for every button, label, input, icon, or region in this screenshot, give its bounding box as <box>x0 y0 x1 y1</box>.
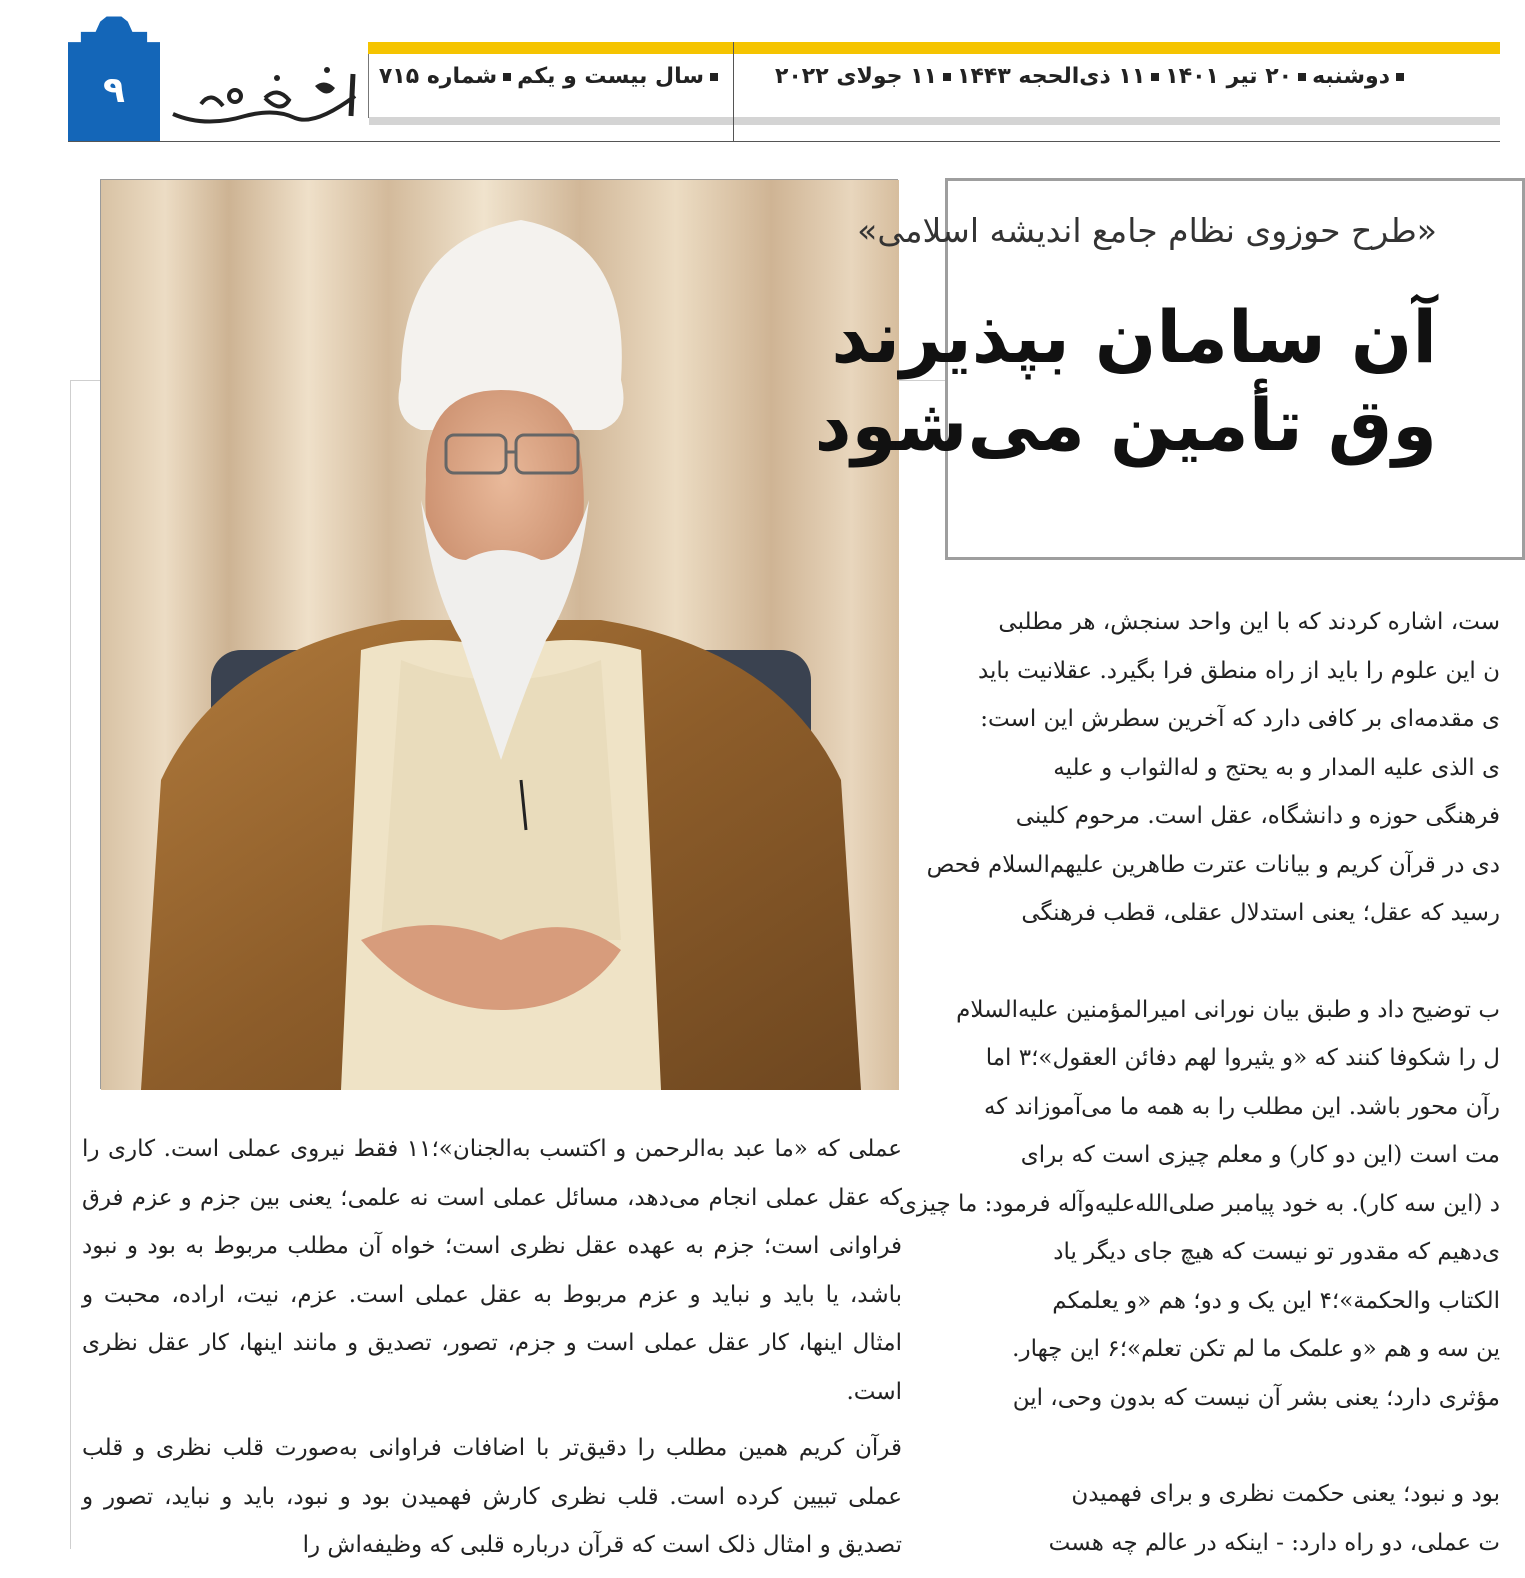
header-border <box>368 54 369 118</box>
issue-date: دوشنبه۲۰ تیر ۱۴۰۱۱۱ ذی‌الحجه ۱۴۴۳۱۱ جولای ۲۰۲۲ <box>740 64 1500 104</box>
article-column-left <box>82 1125 902 1578</box>
text-line: رآن محور باشد. این مطلب را به همه ما می‌آموزاند که <box>983 1093 1500 1120</box>
text-line: فرهنگی حوزه و دانشگاه، عقل است. مرحوم کلینی <box>1015 803 1500 829</box>
column-frame-left <box>70 380 71 1549</box>
text-line: الکتاب والحکمة»؛۴ این یک و دو؛ هم «و یعلمکم <box>1052 1287 1500 1314</box>
article-kicker: «طرح حوزوی نظام جامع اندیشه اسلامی» <box>857 211 1437 250</box>
header-strip-left <box>369 117 733 125</box>
text-line: ت عملی، دو راه دارد: - اینکه در عالم چه هست <box>1048 1529 1500 1556</box>
header-divider <box>733 42 734 142</box>
text-line: ب توضیح داد و طبق بیان نورانی امیرالمؤمنین علیه‌السلام <box>956 996 1500 1023</box>
text-line: د (این سه کار). به خود پیامبر صلی‌الله‌علیه‌وآله فرمود: ما چیزی <box>898 1190 1500 1217</box>
issue-number: سال بیست و یکمشماره ۷۱۵ <box>370 64 730 104</box>
headline-line: وق تأمین می‌شود <box>814 383 1437 467</box>
publication-logo <box>165 56 365 136</box>
paragraph: قرآن کریم همین مطلب را دقیق‌تر با اضافات فراوانی به‌صورت قلب نظری و قلب عملی تبیین کرده است. قلب نظری کارش فهمیدن بود و نبود، باید و نباید، تصور و تصدیق و امثال ذلک است که قرآن درباره قلبی که وظیفه‌اش را <box>82 1435 902 1558</box>
text-line: مت است (این دو کار) و معلم چیزی است که برای <box>1020 1142 1500 1168</box>
header-accent-bar <box>368 42 1500 54</box>
headline-line: آن سامان بپذیرند <box>831 295 1437 379</box>
portrait-image <box>101 180 899 1090</box>
logo-calligraphy-icon <box>165 56 365 136</box>
text-line: ی‌دهیم که مقدور تو نیست که هیچ جای دیگر یاد <box>1053 1239 1500 1265</box>
article-column-right <box>898 598 1500 1567</box>
text-line: دی در قرآن کریم و بیانات عترت طاهرین علیهم‌السلام فحص <box>926 851 1500 878</box>
text-line: رسید که عقل؛ یعنی استدلال عقلی، قطب فرهنگی <box>1021 900 1500 926</box>
text-line: ی مقدمه‌ای بر کافی دارد که آخرین سطرش این است: <box>980 706 1500 732</box>
text-line: بود و نبود؛ یعنی حکمت نظری و برای فهمیدن <box>1071 1481 1500 1507</box>
headline-box <box>814 178 1525 560</box>
text-line: ی الذی علیه المدار و به یحتج و له‌الثواب و علیه <box>1053 754 1500 781</box>
article-photo <box>100 179 898 1089</box>
text-line: ل را شکوفا کنند که «و یثیروا لهم دفائن العقول»؛۳ اما <box>985 1045 1500 1071</box>
text-line: ین سه و هم «و علمک ما لم تکن تعلم»؛۶ این چهار. <box>1012 1336 1500 1362</box>
header-rule <box>68 141 1500 142</box>
page-number: ۹ <box>103 70 125 111</box>
text-line: ن این علوم را باید از راه منطق فرا بگیرد. عقلانیت باید <box>977 657 1500 684</box>
text-line: ست، اشاره کردند که با این واحد سنجش، هر مطلبی <box>998 609 1500 635</box>
text-line: مؤثری دارد؛ یعنی بشر آن نیست که بدون وحی، این <box>1012 1384 1500 1411</box>
article-headline <box>815 293 1437 469</box>
header-strip-right <box>734 117 1500 125</box>
paragraph: عملی که «ما عبد به‌الرحمن و اکتسب به‌الجنان»؛۱۱ فقط نیروی عملی است. کاری را که عقل عملی انجام می‌دهد، مسائل عملی است نه علمی؛ یعنی بین جزم و عزم فرق فراوانی است؛ جزم به عهده عقل نظری است؛ خواه آن مطلب مربوط به بود و نبود باشد، یا باید و نباید و عزم مربوط به عقل عملی است. عزم، نیت، اراده، محبت و امثال اینها، کار عقل عملی است و جزم، تصور، تصدیق و مانند اینها، کار عقل نظری است. <box>82 1136 902 1405</box>
